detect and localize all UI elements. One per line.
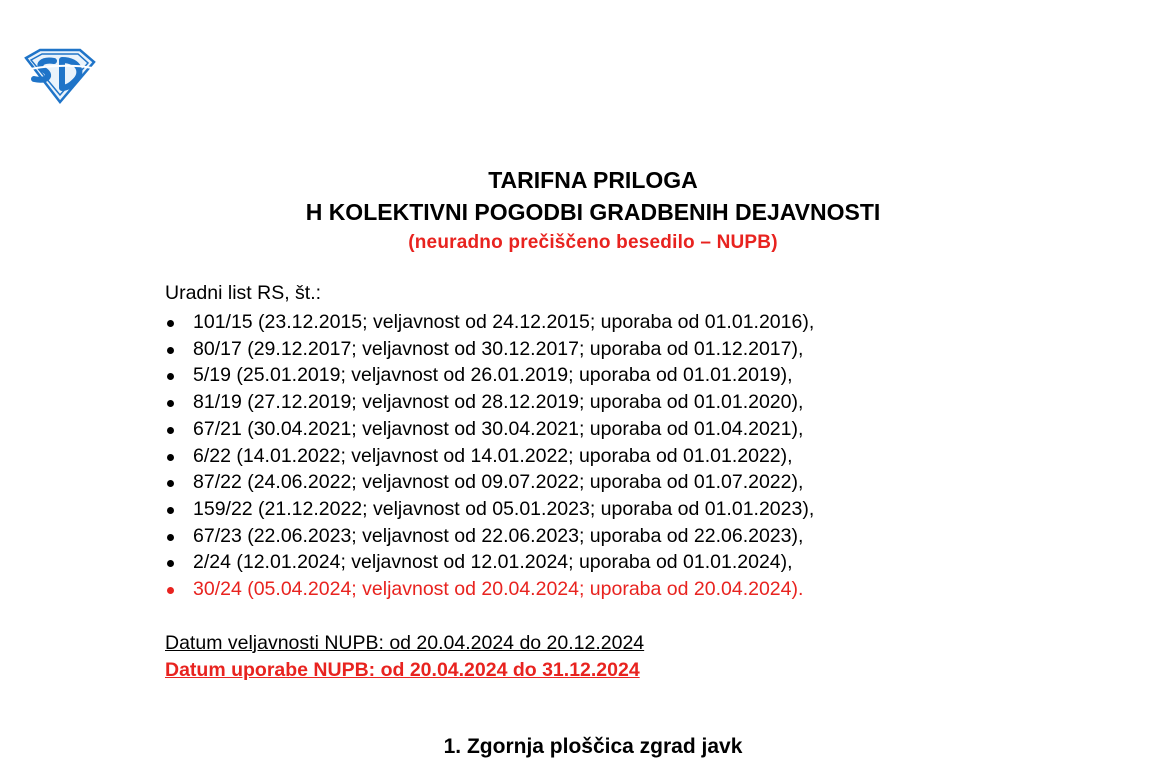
- bullet-icon: [167, 454, 174, 461]
- gazette-item: 5/19 (25.01.2019; veljavnost od 26.01.2019; uporaba od 01.01.2019),: [165, 362, 814, 389]
- gazette-item: 80/17 (29.12.2017; veljavnost od 30.12.2017; uporaba od 01.12.2017),: [165, 336, 814, 363]
- gazette-intro: Uradni list RS, št.:: [165, 282, 322, 304]
- bullet-icon: [167, 347, 174, 354]
- shield-logo-icon: [22, 48, 96, 104]
- bullet-icon: [167, 427, 174, 434]
- usage-date: Datum uporabe NUPB: od 20.04.2024 do 31.12.2024: [165, 659, 640, 681]
- bullet-icon: [167, 587, 174, 594]
- bullet-icon: [167, 507, 174, 514]
- bullet-icon: [167, 320, 174, 327]
- gazette-item: 87/22 (24.06.2022; veljavnost od 09.07.2022; uporaba od 01.07.2022),: [165, 469, 814, 496]
- gazette-item: 6/22 (14.01.2022; veljavnost od 14.01.2022; uporaba od 01.01.2022),: [165, 443, 814, 470]
- gazette-item: 101/15 (23.12.2015; veljavnost od 24.12.2015; uporaba od 01.01.2016),: [165, 309, 814, 336]
- gazette-item-latest: 30/24 (05.04.2024; veljavnost od 20.04.2024; uporaba od 20.04.2024).: [165, 576, 814, 603]
- document-title: TARIFNA PRILOGA: [488, 167, 698, 193]
- document-subtitle: H KOLEKTIVNI POGODBI GRADBENIH DEJAVNOSTI: [305, 199, 881, 225]
- section-heading-cut-off: 1. Zgornja ploščica zgrad javk: [443, 735, 743, 758]
- gazette-list: [165, 309, 814, 603]
- validity-date: Datum veljavnosti NUPB: od 20.04.2024 do 20.12.2024: [165, 632, 645, 654]
- bullet-icon: [167, 373, 174, 380]
- bullet-icon: [167, 400, 174, 407]
- bullet-icon: [167, 560, 174, 567]
- gazette-item: 81/19 (27.12.2019; veljavnost od 28.12.2019; uporaba od 01.01.2020),: [165, 389, 814, 416]
- gazette-item: 159/22 (21.12.2022; veljavnost od 05.01.2023; uporaba od 01.01.2023),: [165, 496, 814, 523]
- bullet-icon: [167, 480, 174, 487]
- bullet-icon: [167, 534, 174, 541]
- document-note: (neuradno prečiščeno besedilo – NUPB): [408, 232, 778, 253]
- gazette-item: 2/24 (12.01.2024; veljavnost od 12.01.2024; uporaba od 01.01.2024),: [165, 549, 814, 576]
- gazette-item: 67/23 (22.06.2023; veljavnost od 22.06.2023; uporaba od 22.06.2023),: [165, 523, 814, 550]
- gazette-item: 67/21 (30.04.2021; veljavnost od 30.04.2021; uporaba od 01.04.2021),: [165, 416, 814, 443]
